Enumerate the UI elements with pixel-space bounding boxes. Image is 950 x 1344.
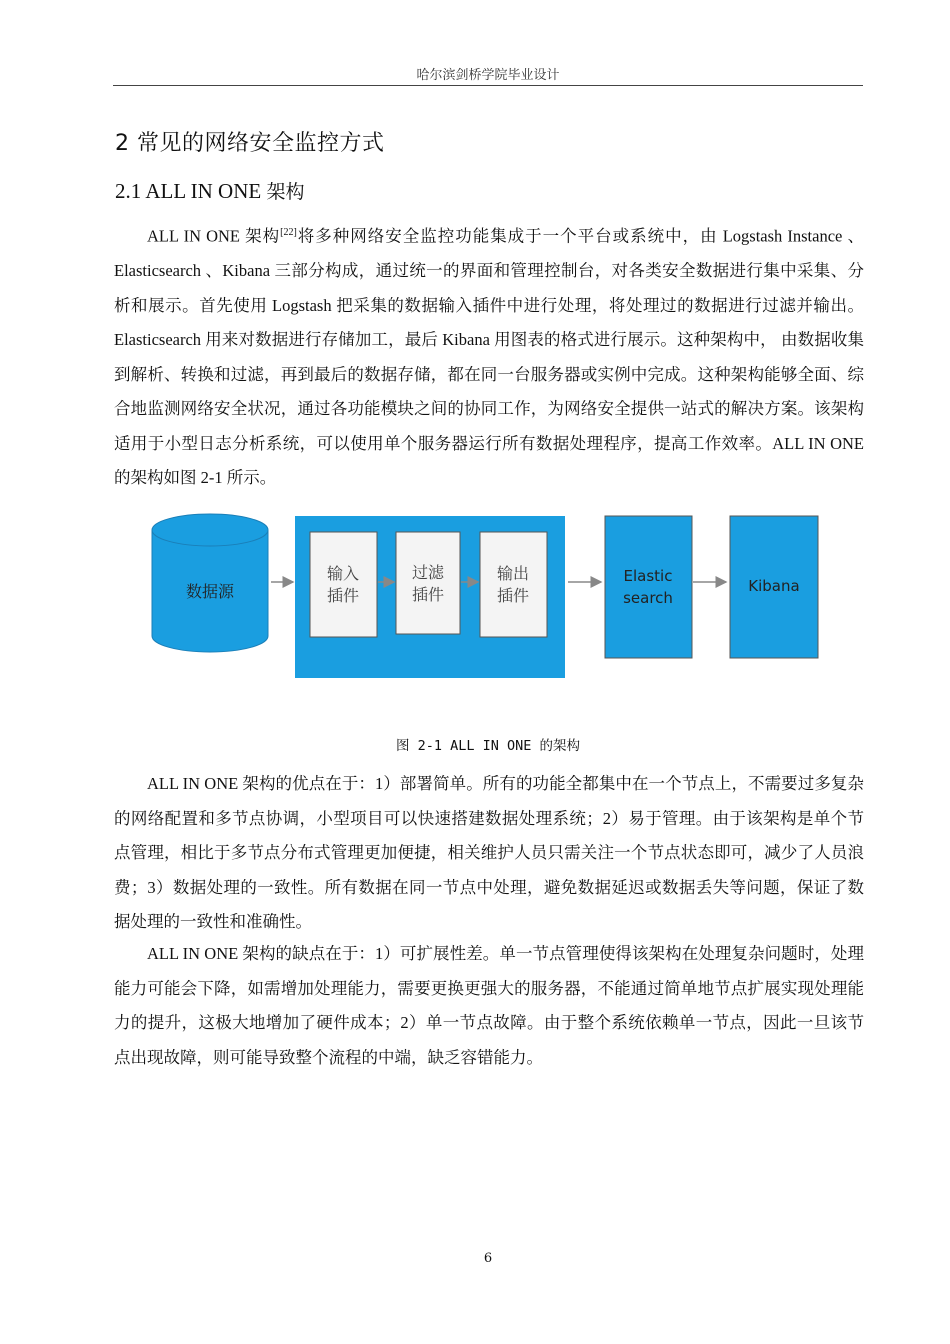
- filter-plugin-label-1: 过滤: [411, 563, 445, 582]
- input-plugin-label-1: 输入: [326, 564, 360, 583]
- paragraph-disadvantages: ALL IN ONE 架构的缺点在于：1）可扩展性差。单一节点管理使得该架构在处理复杂问题时，处理能力可能会下降，如需增加处理能力，需要更换更强大的服务器，不能通过简单地节点扩展实现处理能力的提升，这极大地增加了硬件成本；2）单一节点故障。由于整个系统依赖单一节点，因此一旦该节点出现故障，则可能导致整个流程的中端，缺乏容错能力。: [114, 944, 864, 1067]
- page-header: 哈尔滨剑桥学院毕业设计: [416, 68, 560, 83]
- datasource-label: 数据源: [185, 582, 235, 601]
- header-divider: [113, 85, 863, 86]
- output-plugin-label-1: 输出: [496, 564, 530, 583]
- paragraph-intro-body: 将多种网络安全监控功能集成于一个平台或系统中，由 Logstash Instance 、Elasticsearch 、Kibana 三部分构成，通过统一的界面和管理控制台，对各类安全数据进行集中采集、分析和展示。首先使用 Logstash 把采集的数据输入插件中进行处理，将处理过的数据进行过滤并输出。Elasticsearch 用来对数据进行存储加工，最后 Kibana 用图表的格式进行展示。这种架构中， 由数据收集到解析、转换和过滤，再到最后的数据存储，都在同一台服务器或实例中完成。这种架构能够全面、综合地监测网络安全状况，通过各功能模块之间的协同工作，为网络安全提供一站式的解决方案。该架构适用于小型日志分析系统，可以使用单个服务器运行所有数据处理程序，提高工作效率。ALL IN ONE 的架构如图 2-1 所示。: [114, 226, 864, 487]
- elasticsearch-label-2: search: [623, 589, 673, 607]
- paragraph-advantages: ALL IN ONE 架构的优点在于：1）部署简单。所有的功能全都集中在一个节点上，不需要过多复杂的网络配置和多节点协调，小型项目可以快速搭建数据处理系统；2）易于管理。由于该架构是单个节点管理，相比于多节点分布式管理更加便捷，相关维护人员只需关注一个节点状态即可，减少了人员浪费；3）数据处理的一致性。所有数据在同一节点中处理，避免数据延迟或数据丢失等问题，保证了数据处理的一致性和准确性。: [114, 774, 864, 931]
- kibana-label: Kibana: [748, 577, 800, 595]
- input-plugin-box: [310, 532, 377, 637]
- filter-plugin-box: [396, 532, 460, 634]
- output-plugin-box: [480, 532, 547, 637]
- citation: [22]: [280, 227, 297, 238]
- elasticsearch-label-1: Elastic: [623, 567, 673, 585]
- datasource-cylinder: [152, 514, 268, 652]
- section-title-cjk: 架构: [266, 181, 305, 203]
- paragraph-intro: [114, 216, 864, 496]
- paragraph-intro-lead: ALL IN ONE 架构: [147, 226, 281, 246]
- elasticsearch-box: [605, 516, 692, 658]
- filter-plugin-label-2: 插件: [411, 585, 445, 604]
- input-plugin-label-2: 插件: [326, 586, 360, 605]
- architecture-diagram: [150, 512, 830, 682]
- chapter-title: 2 常见的网络安全监控方式: [115, 131, 385, 156]
- section-title-number: 2.1 ALL IN ONE: [115, 179, 267, 203]
- figure-caption: 图 2-1 ALL IN ONE 的架构: [395, 738, 581, 754]
- output-plugin-label-2: 插件: [496, 586, 530, 605]
- page-number: 6: [483, 1251, 493, 1266]
- section-title: [115, 177, 304, 204]
